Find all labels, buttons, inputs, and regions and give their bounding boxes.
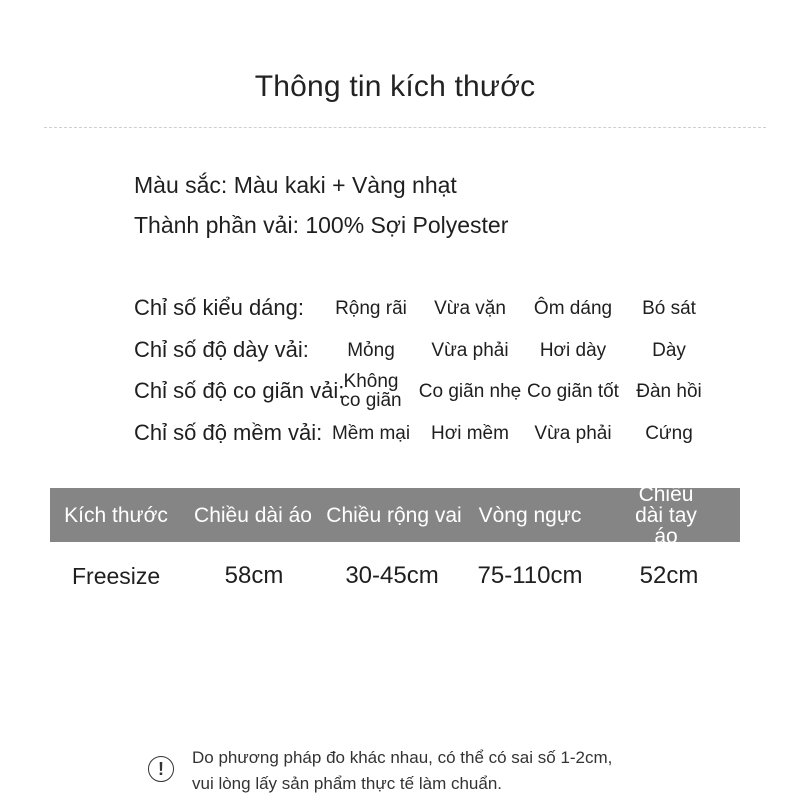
- rating-option: Vừa phải: [431, 339, 509, 361]
- rating-label: Chỉ số kiểu dáng:: [134, 295, 304, 320]
- rating-label: Chỉ số độ dày vải:: [134, 337, 309, 362]
- rating-label: Chỉ số độ co giãn vải:: [134, 378, 345, 403]
- size-table-header: [50, 482, 740, 548]
- table-cell: 58cm: [224, 562, 284, 589]
- table-header-cell: Kích thước: [64, 503, 168, 527]
- dashed-divider: [44, 127, 766, 128]
- table-header-cell: Chiều dài áo: [194, 503, 312, 527]
- table-cell: Freesize: [72, 562, 161, 589]
- rating-option: Rộng rãi: [335, 297, 407, 319]
- exclamation-circle-icon: !: [148, 756, 174, 782]
- rating-option: Hơi mềm: [431, 422, 509, 444]
- rating-option: Cứng: [645, 422, 693, 444]
- table-header-cell: Chiều rộng vai: [326, 503, 462, 527]
- rating-option: Đàn hồi: [636, 380, 702, 402]
- rating-row-thickness: [0, 330, 790, 370]
- rating-row-fit: [0, 288, 790, 328]
- table-cell: 52cm: [639, 562, 699, 589]
- rating-option: Vừa phải: [534, 422, 612, 444]
- table-cell: 75-110cm: [477, 562, 583, 589]
- rating-option: Mỏng: [347, 339, 395, 361]
- rating-option: Vừa vặn: [434, 297, 506, 319]
- rating-option: Co giãn tốt: [527, 380, 619, 402]
- rating-option: Không co giãn: [340, 371, 402, 411]
- table-row: [50, 556, 740, 596]
- page-title: Thông tin kích thước: [254, 70, 536, 103]
- note-text: vui lòng lấy sản phẩm thực tế làm chuẩn.: [192, 774, 502, 793]
- color-info: Màu sắc: Màu kaki + Vàng nhạt: [134, 172, 457, 198]
- rating-option: Ôm dáng: [533, 297, 613, 319]
- rating-row-softness: [0, 413, 790, 453]
- rating-option: Co giãn nhẹ: [418, 380, 522, 402]
- rating-label: Chỉ số độ mềm vải:: [134, 420, 323, 445]
- table-header-cell: Vòng ngực: [478, 503, 582, 527]
- rating-row-stretch: [0, 371, 790, 411]
- rating-option: Bó sát: [642, 297, 696, 319]
- rating-option: Dày: [652, 339, 686, 361]
- table-cell: 30-45cm: [345, 562, 439, 589]
- rating-option: Hơi dày: [539, 339, 607, 361]
- note-text: Do phương pháp đo khác nhau, có thể có sai số 1-2cm,: [192, 748, 613, 767]
- material-info: Thành phần vải: 100% Sợi Polyester: [134, 212, 509, 238]
- table-header-cell: Chiều dài tay áo: [635, 482, 697, 548]
- rating-option: Mềm mại: [331, 422, 411, 444]
